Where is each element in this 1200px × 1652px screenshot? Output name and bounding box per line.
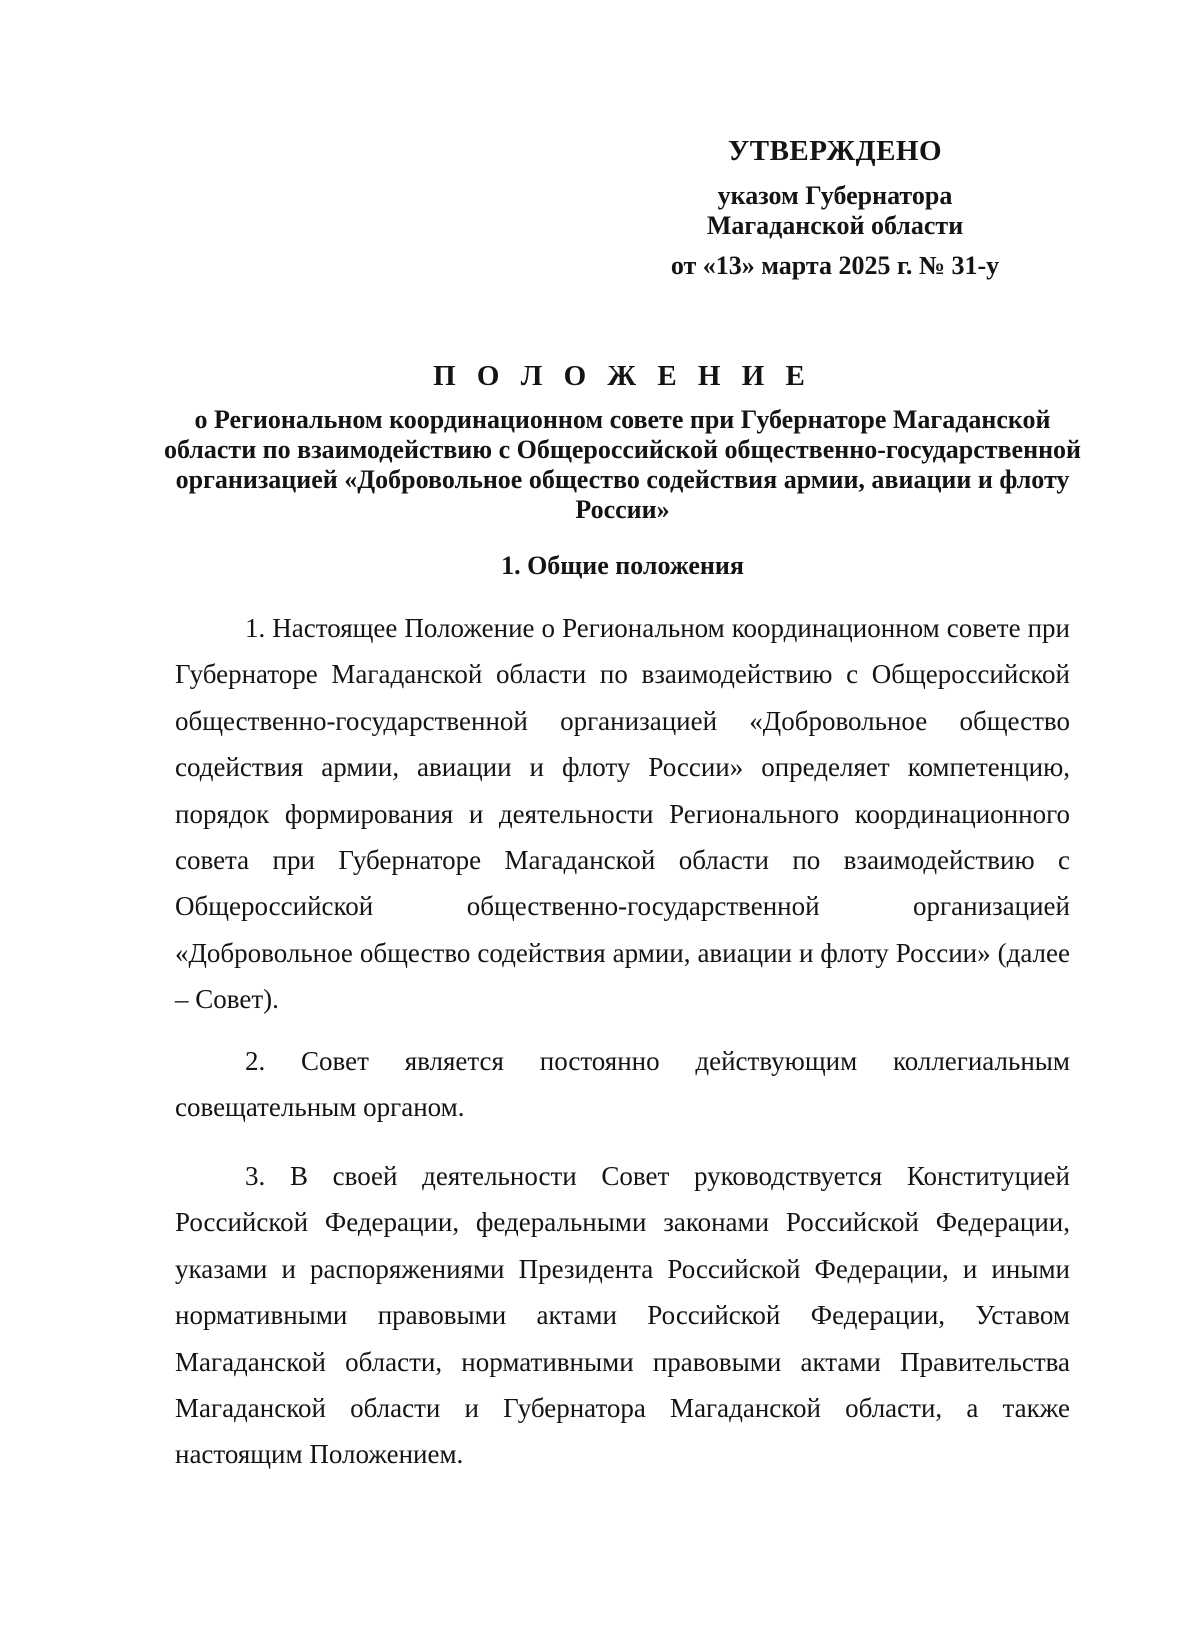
approval-date-line: от «13» марта 2025 г. № 31-у	[670, 251, 1000, 280]
section-heading: 1. Общие положения	[501, 551, 744, 580]
approval-decree-line: указом Губернатора	[717, 181, 953, 210]
paragraph-3: 3. В своей деятельности Совет руководствуется Конституцией Российской Федерации, федеральными законами Российской Федерации, указами и распоряжениями Президента Российской Федерации, и иными нормативными правовыми актами Российской Федерации, Уставом Магаданской области, нормативными правовыми актами Правительства Магаданской области и Губернатора Магаданской области, а также настоящим Положением.	[175, 1161, 1070, 1470]
document-title: П О Л О Ж Е Н И Е	[433, 360, 812, 392]
paragraph-1: 1. Настоящее Положение о Региональном координационном совете при Губернаторе Магаданской области по взаимодействию с Общероссийской общественно-государственной организацией «Добровольное общество содействия армии, авиации и флоту России» определяет компетенцию, порядок формирования и деятельности Регионального координационного совета при Губернаторе Магаданской области по взаимодействию с Общероссийской общественно-государственной организацией «Добровольное общество содействия армии, авиации и флоту России» (далее – Совет).	[175, 613, 1070, 1015]
document-subtitle: о Региональном координационном совете при Губернаторе Магаданской области по взаимодействию с Общероссийской общественно-государственной организацией «Добровольное общество содействия армии, авиации и флоту России»	[163, 405, 1082, 524]
approval-stamp: УТВЕРЖДЕНО	[727, 135, 943, 167]
paragraph-2: 2. Совет является постоянно действующим коллегиальным совещательным органом.	[175, 1046, 1070, 1123]
approval-region-line: Магаданской области	[706, 211, 964, 240]
